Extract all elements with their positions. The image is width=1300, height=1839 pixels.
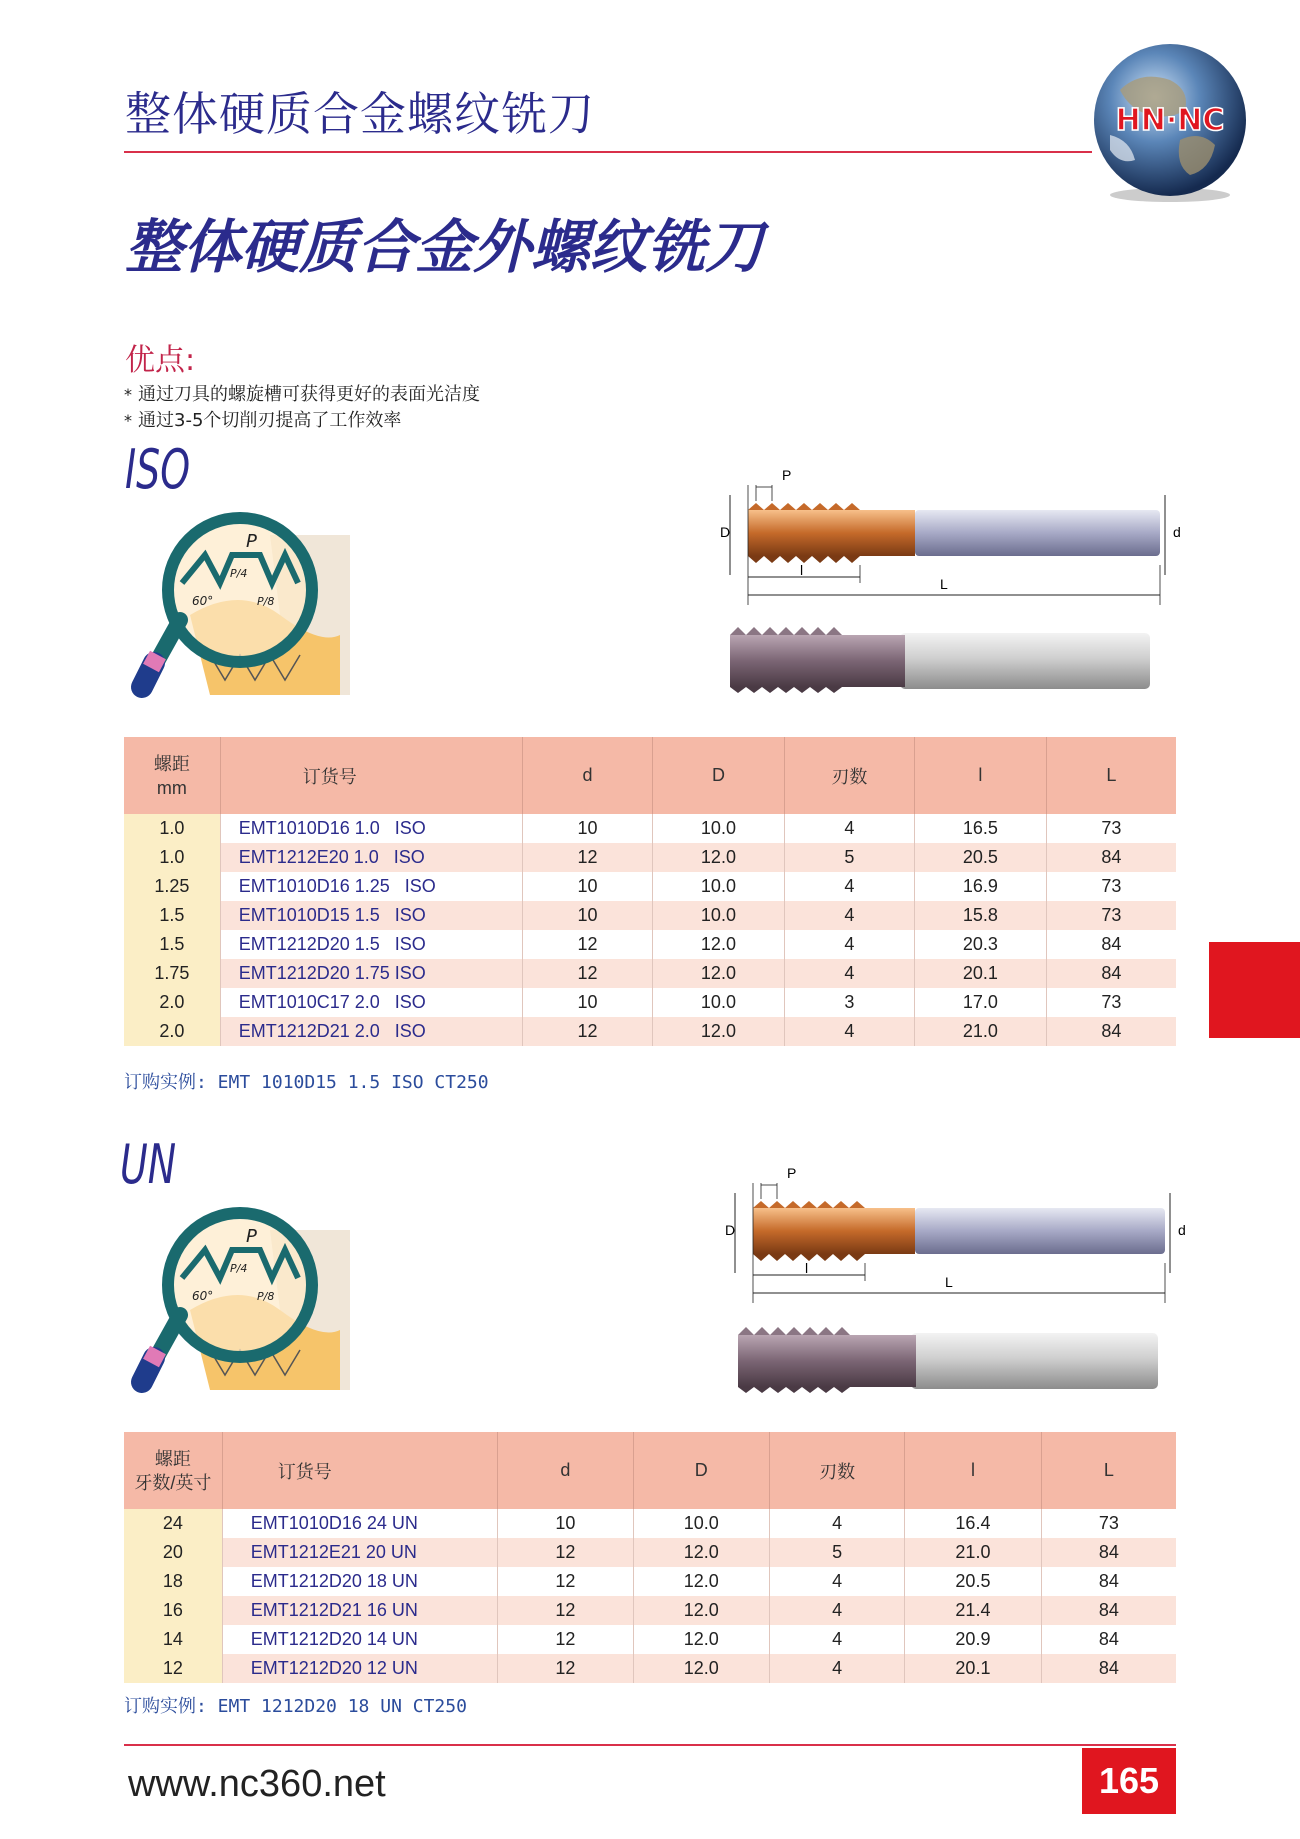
- table-cell: EMT1212D20 12 UN: [222, 1654, 497, 1683]
- table-cell: 16.5: [914, 814, 1046, 843]
- un-tool-photo: [733, 1325, 1163, 1395]
- table-cell: 20.1: [905, 1654, 1041, 1683]
- table-cell: 12: [124, 1654, 222, 1683]
- table-cell: 1.75: [124, 959, 220, 988]
- iso-thread-profile-diagram: [120, 505, 360, 715]
- table-cell: EMT1212E20 1.0 ISO: [220, 843, 522, 872]
- label-p8: P/8: [257, 595, 275, 608]
- col-header-l: l: [905, 1432, 1041, 1509]
- table-row: [124, 959, 1176, 988]
- dim-d: d: [1173, 524, 1181, 540]
- table-cell: 12: [522, 843, 652, 872]
- table-cell: 15.8: [914, 901, 1046, 930]
- table-cell: 4: [784, 872, 914, 901]
- table-cell: 2.0: [124, 988, 220, 1017]
- table-row: [124, 872, 1176, 901]
- table-cell: 20.3: [914, 930, 1046, 959]
- col-header-d: d: [498, 1432, 633, 1509]
- table-cell: 84: [1041, 1625, 1176, 1654]
- table-row: [124, 1567, 1176, 1596]
- table-cell: 12.0: [633, 1538, 769, 1567]
- table-cell: 12: [522, 959, 652, 988]
- table-cell: 4: [769, 1625, 904, 1654]
- col-header-D: D: [633, 1432, 769, 1509]
- table-cell: 20.9: [905, 1625, 1041, 1654]
- table-cell: 1.0: [124, 814, 220, 843]
- table-row: [124, 1017, 1176, 1046]
- dim-l: l: [800, 562, 804, 578]
- dim-L: L: [940, 576, 948, 592]
- table-cell: EMT1212D20 18 UN: [222, 1567, 497, 1596]
- table-cell: 1.25: [124, 872, 220, 901]
- table-row: [124, 1625, 1176, 1654]
- table-row: [124, 843, 1176, 872]
- header-divider: [124, 151, 1092, 153]
- advantage-item: * 通过3-5个切削刃提高了工作效率: [124, 410, 402, 431]
- table-cell: 18: [124, 1567, 222, 1596]
- table-row: [124, 930, 1176, 959]
- table-cell: 12.0: [653, 843, 785, 872]
- dim-d: d: [1178, 1222, 1186, 1238]
- table-cell: EMT1212D21 2.0 ISO: [220, 1017, 522, 1046]
- dim-P: P: [787, 1165, 797, 1181]
- table-cell: 21.0: [905, 1538, 1041, 1567]
- bullet-star-icon: *: [124, 385, 132, 404]
- dim-L: L: [945, 1274, 953, 1290]
- footer-divider: [124, 1744, 1176, 1746]
- table-cell: 4: [784, 959, 914, 988]
- un-dimension-drawing: [725, 1163, 1185, 1313]
- page-number: 165: [1082, 1748, 1176, 1814]
- col-header-d: d: [522, 737, 652, 814]
- table-cell: EMT1010D16 1.0 ISO: [220, 814, 522, 843]
- table-cell: 12: [498, 1625, 633, 1654]
- table-cell: 1.0: [124, 843, 220, 872]
- table-cell: 4: [784, 814, 914, 843]
- iso-product-table: [124, 737, 1176, 1046]
- iso-order-example: 订购实例: EMT 1010D15 1.5 ISO CT250: [124, 1072, 489, 1093]
- table-cell: 17.0: [914, 988, 1046, 1017]
- table-cell: 2.0: [124, 1017, 220, 1046]
- col-header-order-no: 订货号: [220, 737, 522, 814]
- table-cell: 12.0: [633, 1654, 769, 1683]
- table-row: [124, 1596, 1176, 1625]
- table-row: [124, 1654, 1176, 1683]
- advantage-item: * 通过刀具的螺旋槽可获得更好的表面光洁度: [124, 384, 480, 405]
- col-header-pitch: 螺距 mm: [124, 737, 220, 814]
- table-cell: 4: [784, 930, 914, 959]
- table-cell: 5: [769, 1538, 904, 1567]
- table-header-row: [124, 737, 1176, 814]
- dim-l: l: [805, 1260, 809, 1276]
- table-cell: 24: [124, 1509, 222, 1538]
- table-cell: 4: [784, 1017, 914, 1046]
- label-p: P: [246, 1226, 257, 1247]
- table-cell: 12: [498, 1654, 633, 1683]
- table-row: [124, 1538, 1176, 1567]
- un-order-example: 订购实例: EMT 1212D20 18 UN CT250: [124, 1696, 467, 1717]
- table-cell: 10: [522, 988, 652, 1017]
- col-header-flutes: 刃数: [769, 1432, 904, 1509]
- table-cell: 84: [1041, 1596, 1176, 1625]
- table-cell: 12: [498, 1596, 633, 1625]
- table-cell: 12.0: [633, 1625, 769, 1654]
- un-section-title: UN: [120, 1133, 177, 1196]
- table-cell: 1.5: [124, 930, 220, 959]
- table-cell: 16.9: [914, 872, 1046, 901]
- footer-website-url[interactable]: www.nc360.net: [128, 1763, 386, 1805]
- table-cell: 4: [769, 1509, 904, 1538]
- table-cell: 73: [1046, 901, 1176, 930]
- table-cell: 12.0: [653, 1017, 785, 1046]
- bullet-star-icon: *: [124, 411, 132, 430]
- table-cell: 4: [769, 1654, 904, 1683]
- header-title: 整体硬质合金螺纹铣刀: [125, 87, 595, 141]
- table-cell: 20.5: [914, 843, 1046, 872]
- iso-section-title: ISO: [125, 438, 191, 501]
- table-cell: EMT1212D20 1.5 ISO: [220, 930, 522, 959]
- table-cell: EMT1212D20 14 UN: [222, 1625, 497, 1654]
- table-cell: 84: [1041, 1538, 1176, 1567]
- table-cell: 12.0: [633, 1596, 769, 1625]
- table-cell: 84: [1046, 1017, 1176, 1046]
- dim-D: D: [725, 1222, 736, 1238]
- table-cell: 12: [522, 1017, 652, 1046]
- table-cell: 10.0: [653, 988, 785, 1017]
- table-cell: 12: [498, 1538, 633, 1567]
- iso-tool-photo: [725, 625, 1155, 695]
- table-cell: 10: [498, 1509, 633, 1538]
- table-cell: 21.0: [914, 1017, 1046, 1046]
- table-cell: 73: [1046, 988, 1176, 1017]
- un-thread-profile-diagram: [120, 1200, 360, 1410]
- table-cell: 73: [1046, 872, 1176, 901]
- table-cell: EMT1010C17 2.0 ISO: [220, 988, 522, 1017]
- table-cell: 12.0: [633, 1567, 769, 1596]
- table-cell: 12: [522, 930, 652, 959]
- advantages-title: 优点:: [125, 343, 196, 378]
- section-side-tab: [1209, 942, 1300, 1038]
- label-p4: P/4: [230, 1262, 248, 1275]
- label-angle: 60°: [192, 1289, 214, 1303]
- col-header-order-no: 订货号: [222, 1432, 497, 1509]
- table-cell: 5: [784, 843, 914, 872]
- table-cell: 10: [522, 814, 652, 843]
- table-row: [124, 1509, 1176, 1538]
- label-p: P: [246, 531, 257, 552]
- table-row: [124, 901, 1176, 930]
- logo-text: HN·NC: [1115, 103, 1225, 138]
- col-header-pitch: 螺距 牙数/英寸: [124, 1432, 222, 1509]
- table-cell: 12.0: [653, 959, 785, 988]
- table-cell: 84: [1046, 843, 1176, 872]
- table-cell: EMT1010D16 1.25 ISO: [220, 872, 522, 901]
- table-cell: 84: [1046, 959, 1176, 988]
- main-title: 整体硬质合金外螺纹铣刀: [125, 213, 764, 281]
- table-cell: 73: [1046, 814, 1176, 843]
- table-cell: EMT1212E21 20 UN: [222, 1538, 497, 1567]
- table-row: [124, 988, 1176, 1017]
- table-row: [124, 814, 1176, 843]
- col-header-l: l: [914, 737, 1046, 814]
- dim-D: D: [720, 524, 731, 540]
- table-cell: 12: [498, 1567, 633, 1596]
- table-header-row: [124, 1432, 1176, 1509]
- dim-P: P: [782, 467, 792, 483]
- table-cell: 10.0: [653, 901, 785, 930]
- table-cell: 4: [784, 901, 914, 930]
- table-cell: EMT1212D21 16 UN: [222, 1596, 497, 1625]
- label-p8: P/8: [257, 1290, 275, 1303]
- table-cell: 84: [1046, 930, 1176, 959]
- table-cell: 10.0: [633, 1509, 769, 1538]
- table-cell: EMT1010D16 24 UN: [222, 1509, 497, 1538]
- label-angle: 60°: [192, 594, 214, 608]
- table-cell: EMT1212D20 1.75 ISO: [220, 959, 522, 988]
- col-header-L: L: [1041, 1432, 1176, 1509]
- table-cell: 16.4: [905, 1509, 1041, 1538]
- label-p4: P/4: [230, 567, 248, 580]
- table-cell: 1.5: [124, 901, 220, 930]
- table-cell: 16: [124, 1596, 222, 1625]
- un-product-table: [124, 1432, 1176, 1683]
- table-cell: 14: [124, 1625, 222, 1654]
- col-header-D: D: [653, 737, 785, 814]
- iso-dimension-drawing: [720, 465, 1180, 615]
- table-cell: 21.4: [905, 1596, 1041, 1625]
- table-cell: 73: [1041, 1509, 1176, 1538]
- col-header-flutes: 刃数: [784, 737, 914, 814]
- table-cell: 10: [522, 872, 652, 901]
- table-cell: 10: [522, 901, 652, 930]
- table-cell: 84: [1041, 1654, 1176, 1683]
- table-cell: 12.0: [653, 930, 785, 959]
- table-cell: 84: [1041, 1567, 1176, 1596]
- table-cell: EMT1010D15 1.5 ISO: [220, 901, 522, 930]
- table-cell: 10.0: [653, 872, 785, 901]
- col-header-L: L: [1046, 737, 1176, 814]
- table-cell: 4: [769, 1567, 904, 1596]
- table-cell: 10.0: [653, 814, 785, 843]
- table-cell: 20.1: [914, 959, 1046, 988]
- table-cell: 20: [124, 1538, 222, 1567]
- table-cell: 20.5: [905, 1567, 1041, 1596]
- table-cell: 3: [784, 988, 914, 1017]
- table-cell: 4: [769, 1596, 904, 1625]
- company-logo: [1090, 40, 1250, 205]
